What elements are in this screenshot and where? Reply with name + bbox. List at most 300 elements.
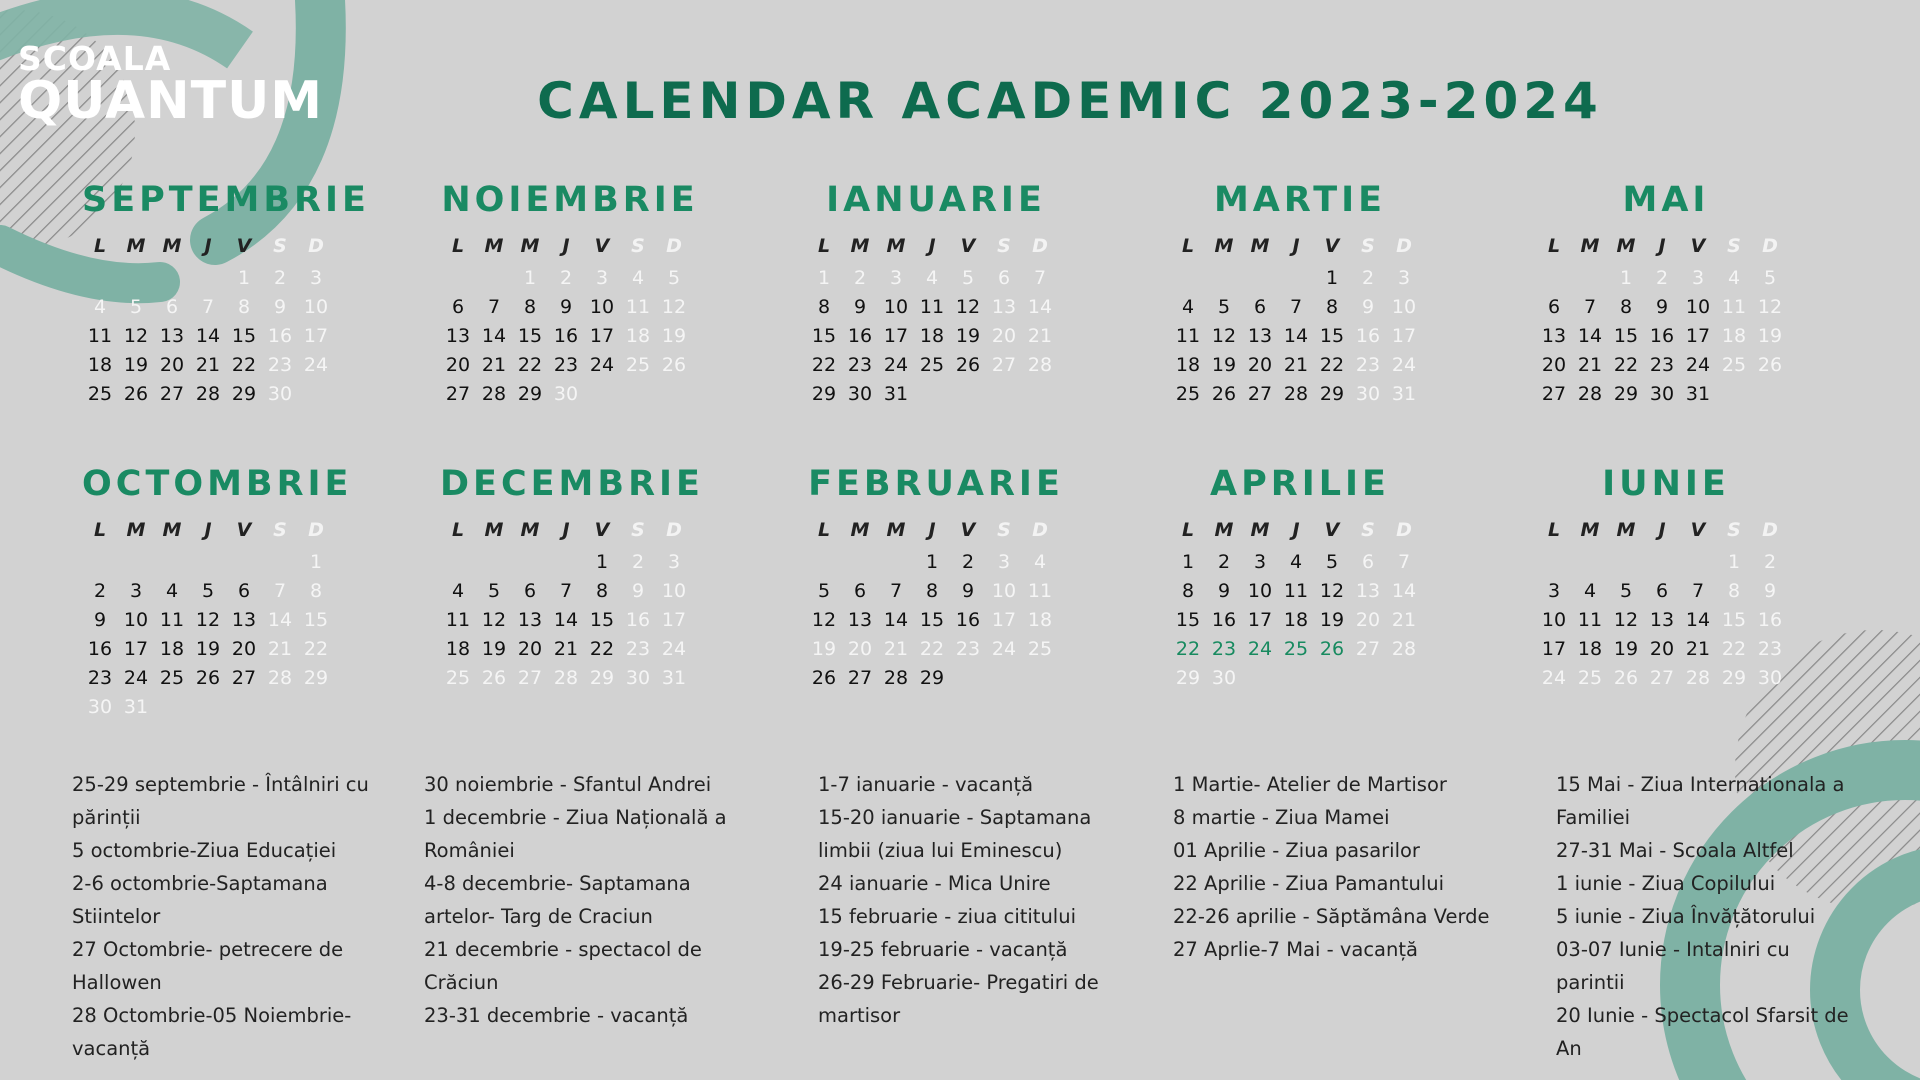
day-empty <box>154 264 190 293</box>
weekday-header: M <box>520 519 540 541</box>
day-cell: 14 <box>481 325 507 347</box>
day-empty <box>118 264 154 293</box>
day-cell: 3 <box>309 267 323 289</box>
month-name: DECEMBRIE <box>440 464 704 504</box>
weekday-header: L <box>817 519 831 541</box>
day-cell: 27 <box>991 354 1017 376</box>
day-cell: 31 <box>661 667 687 689</box>
day-cell: 14 <box>1577 325 1603 347</box>
weekday-header: V <box>1324 235 1340 257</box>
day-cell: 19 <box>481 638 507 660</box>
day-cell: 1 <box>595 551 609 573</box>
weekday-header: V <box>1690 235 1706 257</box>
day-cell: 21 <box>1577 354 1603 376</box>
weekday-header: M <box>126 519 146 541</box>
day-cell: 9 <box>559 296 573 318</box>
day-cell: 6 <box>997 267 1011 289</box>
day-cell: 2 <box>93 580 107 602</box>
day-cell: 13 <box>1247 325 1273 347</box>
day-cell: 9 <box>631 580 645 602</box>
day-cell: 21 <box>1685 638 1711 660</box>
event-item: 4-8 decembrie- Saptamana artelor- Targ de Craciun <box>424 872 691 928</box>
weekday-header: V <box>1324 519 1340 541</box>
day-cell: 5 <box>201 580 215 602</box>
month-name: SEPTEMBRIE <box>82 180 370 220</box>
day-empty <box>190 548 226 577</box>
day-empty <box>548 548 584 577</box>
day-cell: 16 <box>1649 325 1675 347</box>
weekday-header: L <box>451 235 465 257</box>
day-cell: 23 <box>267 354 293 376</box>
day-cell: 20 <box>159 354 185 376</box>
weekday-header: L <box>817 235 831 257</box>
day-cell: 1 <box>925 551 939 573</box>
weekday-header: L <box>451 519 465 541</box>
weekday-header: M <box>484 519 504 541</box>
weekday-header: M <box>162 235 182 257</box>
day-cell: 4 <box>925 267 939 289</box>
month-noiembrie <box>440 178 740 409</box>
day-cell: 29 <box>1319 383 1345 405</box>
day-cell: 18 <box>1027 609 1053 631</box>
day-cell: 1 <box>1181 551 1195 573</box>
day-cell: 6 <box>1655 580 1669 602</box>
day-cell: 15 <box>589 609 615 631</box>
day-cell: 27 <box>445 383 471 405</box>
day-empty <box>476 264 512 293</box>
day-cell: 17 <box>1541 638 1567 660</box>
day-cell: 1 <box>523 267 537 289</box>
day-cell: 2 <box>1217 551 1231 573</box>
day-cell: 5 <box>487 580 501 602</box>
weekday-header: J <box>928 235 936 257</box>
day-cell: 20 <box>445 354 471 376</box>
day-empty <box>842 548 878 577</box>
weekday-header: M <box>1250 519 1270 541</box>
day-cell: 16 <box>955 609 981 631</box>
day-cell: 21 <box>1283 354 1309 376</box>
month-aprilie <box>1170 462 1470 693</box>
day-cell: 13 <box>847 609 873 631</box>
day-cell: 20 <box>1541 354 1567 376</box>
event-item: 15 februarie - ziua cititului <box>818 905 1077 928</box>
weekday-header: M <box>886 519 906 541</box>
day-cell: 5 <box>129 296 143 318</box>
day-empty <box>1536 548 1572 577</box>
day-cell: 30 <box>625 667 651 689</box>
day-empty <box>878 548 914 577</box>
weekday-header: M <box>520 235 540 257</box>
weekday-header: L <box>1181 519 1195 541</box>
day-cell: 7 <box>1397 551 1411 573</box>
day-cell: 26 <box>661 354 687 376</box>
day-cell: 22 <box>1319 354 1345 376</box>
day-cell: 25 <box>1721 354 1747 376</box>
day-cell: 29 <box>1721 667 1747 689</box>
day-cell: 10 <box>303 296 329 318</box>
day-cell: 15 <box>919 609 945 631</box>
weekday-header: V <box>236 519 252 541</box>
month-februarie <box>806 462 1106 693</box>
day-cell: 27 <box>159 383 185 405</box>
day-cell: 16 <box>87 638 113 660</box>
day-cell: 2 <box>961 551 975 573</box>
day-cell: 17 <box>303 325 329 347</box>
day-cell: 25 <box>1577 667 1603 689</box>
day-cell: 31 <box>1685 383 1711 405</box>
day-cell: 15 <box>1721 609 1747 631</box>
day-cell: 2 <box>853 267 867 289</box>
weekday-header: V <box>1690 519 1706 541</box>
event-item: 15-20 ianuarie - Saptamana limbii (ziua lui Eminescu) <box>818 806 1092 862</box>
day-cell: 13 <box>231 609 257 631</box>
day-cell: 15 <box>517 325 543 347</box>
weekday-header: M <box>1616 519 1636 541</box>
day-cell: 31 <box>123 696 149 718</box>
day-cell: 29 <box>517 383 543 405</box>
day-cell: 11 <box>919 296 945 318</box>
day-cell: 28 <box>1391 638 1417 660</box>
day-cell: 15 <box>811 325 837 347</box>
event-item: 25-29 septembrie - Întâlniri cu părinții <box>72 773 369 829</box>
day-cell: 24 <box>123 667 149 689</box>
day-cell: 25 <box>1175 383 1201 405</box>
day-cell: 10 <box>1391 296 1417 318</box>
day-cell: 24 <box>661 638 687 660</box>
day-cell: 27 <box>1355 638 1381 660</box>
day-cell: 10 <box>123 609 149 631</box>
weekday-header: J <box>1292 519 1300 541</box>
day-cell: 8 <box>523 296 537 318</box>
day-cell: 11 <box>1721 296 1747 318</box>
day-cell: 13 <box>445 325 471 347</box>
day-cell: 7 <box>1289 296 1303 318</box>
day-cell: 14 <box>195 325 221 347</box>
day-cell: 11 <box>159 609 185 631</box>
day-cell: 11 <box>1027 580 1053 602</box>
events-column <box>424 768 744 1032</box>
day-cell: 13 <box>1649 609 1675 631</box>
weekday-header: M <box>850 235 870 257</box>
day-cell: 23 <box>625 638 651 660</box>
day-cell: 3 <box>667 551 681 573</box>
day-cell: 17 <box>589 325 615 347</box>
day-cell: 1 <box>1727 551 1741 573</box>
event-item: 1 Martie- Atelier de Martisor <box>1173 773 1447 796</box>
day-cell: 2 <box>1655 267 1669 289</box>
day-cell: 10 <box>991 580 1017 602</box>
month-decembrie <box>440 462 740 693</box>
day-cell: 15 <box>1319 325 1345 347</box>
day-cell: 29 <box>811 383 837 405</box>
day-cell: 16 <box>1757 609 1783 631</box>
day-cell: 26 <box>481 667 507 689</box>
day-cell: 25 <box>625 354 651 376</box>
day-cell: 20 <box>1355 609 1381 631</box>
day-cell: 19 <box>1757 325 1783 347</box>
day-grid <box>1170 222 1470 409</box>
day-cell: 3 <box>1547 580 1561 602</box>
event-item: 24 ianuarie - Mica Unire <box>818 872 1051 895</box>
day-cell: 1 <box>817 267 831 289</box>
day-cell: 10 <box>589 296 615 318</box>
day-cell: 15 <box>1613 325 1639 347</box>
weekday-header: L <box>1547 519 1561 541</box>
day-cell: 26 <box>195 667 221 689</box>
month-septembrie <box>82 178 382 409</box>
day-cell: 17 <box>1391 325 1417 347</box>
day-empty <box>806 548 842 577</box>
day-cell: 27 <box>847 667 873 689</box>
day-cell: 24 <box>1247 638 1273 660</box>
day-cell: 21 <box>195 354 221 376</box>
day-cell: 3 <box>1397 267 1411 289</box>
event-item: 20 Iunie - Spectacol Sfarsit de An <box>1556 1004 1849 1060</box>
weekday-header: M <box>1616 235 1636 257</box>
weekday-header: J <box>1658 519 1666 541</box>
day-cell: 15 <box>1175 609 1201 631</box>
day-cell: 11 <box>1577 609 1603 631</box>
month-name: APRILIE <box>1210 464 1390 504</box>
day-cell: 14 <box>1283 325 1309 347</box>
day-cell: 5 <box>1763 267 1777 289</box>
day-cell: 22 <box>811 354 837 376</box>
day-cell: 4 <box>1583 580 1597 602</box>
weekday-header: S <box>631 519 645 541</box>
event-item: 27 Aprlie-7 Mai - vacanță <box>1173 938 1418 961</box>
day-cell: 14 <box>553 609 579 631</box>
month-octombrie <box>82 462 382 722</box>
day-cell: 29 <box>919 667 945 689</box>
day-cell: 5 <box>817 580 831 602</box>
day-cell: 17 <box>883 325 909 347</box>
day-cell: 21 <box>1391 609 1417 631</box>
weekday-header: S <box>273 519 287 541</box>
day-cell: 19 <box>1613 638 1639 660</box>
day-cell: 20 <box>231 638 257 660</box>
events-column <box>1173 768 1493 966</box>
day-cell: 20 <box>1649 638 1675 660</box>
day-cell: 29 <box>231 383 257 405</box>
events-column <box>72 768 392 1065</box>
day-cell: 24 <box>991 638 1017 660</box>
day-cell: 8 <box>1181 580 1195 602</box>
weekday-header: S <box>997 235 1011 257</box>
day-cell: 22 <box>231 354 257 376</box>
day-cell: 24 <box>1685 354 1711 376</box>
day-cell: 15 <box>303 609 329 631</box>
weekday-header: V <box>960 519 976 541</box>
event-item: 1 iunie - Ziua Copilului <box>1556 872 1776 895</box>
month-iunie <box>1536 462 1836 693</box>
day-empty <box>190 264 226 293</box>
day-cell: 6 <box>1361 551 1375 573</box>
day-cell: 1 <box>1325 267 1339 289</box>
event-item: 1-7 ianuarie - vacanță <box>818 773 1034 796</box>
day-cell: 10 <box>1541 609 1567 631</box>
day-cell: 12 <box>1757 296 1783 318</box>
day-cell: 23 <box>1649 354 1675 376</box>
day-empty <box>512 548 548 577</box>
day-empty <box>1206 264 1242 293</box>
events-column <box>818 768 1138 1032</box>
day-cell: 8 <box>1619 296 1633 318</box>
day-cell: 12 <box>661 296 687 318</box>
day-cell: 1 <box>237 267 251 289</box>
day-cell: 3 <box>889 267 903 289</box>
weekday-header: D <box>308 519 324 541</box>
day-cell: 11 <box>87 325 113 347</box>
day-cell: 17 <box>661 609 687 631</box>
event-item: 27-31 Mai - Scoala Altfel <box>1556 839 1794 862</box>
weekday-header: M <box>1580 235 1600 257</box>
day-cell: 30 <box>1355 383 1381 405</box>
day-cell: 2 <box>559 267 573 289</box>
weekday-header: J <box>204 519 212 541</box>
event-item: 26-29 Februarie- Pregatiri de martisor <box>818 971 1099 1027</box>
day-cell: 6 <box>1547 296 1561 318</box>
day-cell: 19 <box>1319 609 1345 631</box>
day-cell: 27 <box>1247 383 1273 405</box>
day-cell: 17 <box>991 609 1017 631</box>
month-ianuarie <box>806 178 1106 409</box>
day-cell: 20 <box>517 638 543 660</box>
event-item: 23-31 decembrie - vacanță <box>424 1004 689 1027</box>
day-cell: 1 <box>1619 267 1633 289</box>
day-cell: 28 <box>481 383 507 405</box>
day-grid <box>82 506 382 722</box>
day-cell: 11 <box>445 609 471 631</box>
day-cell: 28 <box>1283 383 1309 405</box>
weekday-header: D <box>1032 519 1048 541</box>
day-cell: 26 <box>123 383 149 405</box>
day-cell: 24 <box>1541 667 1567 689</box>
event-item: 1 decembrie - Ziua Națională a României <box>424 806 727 862</box>
day-cell: 9 <box>1763 580 1777 602</box>
day-empty <box>1278 264 1314 293</box>
day-cell: 18 <box>1175 354 1201 376</box>
day-grid <box>1536 222 1836 409</box>
day-cell: 11 <box>1283 580 1309 602</box>
day-cell: 11 <box>625 296 651 318</box>
month-name: IANUARIE <box>826 180 1046 220</box>
day-cell: 4 <box>1289 551 1303 573</box>
day-cell: 8 <box>1325 296 1339 318</box>
day-cell: 21 <box>883 638 909 660</box>
day-cell: 14 <box>1685 609 1711 631</box>
weekday-header: D <box>308 235 324 257</box>
weekday-header: J <box>1292 235 1300 257</box>
day-cell: 12 <box>481 609 507 631</box>
day-cell: 22 <box>1175 638 1201 660</box>
weekday-header: J <box>562 235 570 257</box>
day-cell: 22 <box>517 354 543 376</box>
month-name: OCTOMBRIE <box>82 464 353 504</box>
day-cell: 27 <box>1649 667 1675 689</box>
day-cell: 28 <box>195 383 221 405</box>
day-cell: 5 <box>961 267 975 289</box>
weekday-header: J <box>204 235 212 257</box>
day-grid <box>1170 506 1470 693</box>
event-item: 5 octombrie-Ziua Educației <box>72 839 337 862</box>
day-cell: 2 <box>1361 267 1375 289</box>
day-cell: 31 <box>1391 383 1417 405</box>
day-cell: 8 <box>1727 580 1741 602</box>
day-cell: 7 <box>1033 267 1047 289</box>
event-item: 2-6 octombrie-Saptamana Stiintelor <box>72 872 328 928</box>
day-cell: 20 <box>1247 354 1273 376</box>
day-cell: 6 <box>853 580 867 602</box>
day-cell: 24 <box>303 354 329 376</box>
day-cell: 19 <box>195 638 221 660</box>
day-cell: 11 <box>1175 325 1201 347</box>
weekday-header: M <box>850 519 870 541</box>
day-cell: 4 <box>165 580 179 602</box>
day-cell: 7 <box>1691 580 1705 602</box>
day-cell: 14 <box>1391 580 1417 602</box>
day-cell: 16 <box>1211 609 1237 631</box>
day-empty <box>1536 264 1572 293</box>
day-cell: 22 <box>589 638 615 660</box>
day-cell: 17 <box>1247 609 1273 631</box>
event-item: 5 iunie - Ziua Învățătorului <box>1556 905 1816 928</box>
day-cell: 18 <box>1577 638 1603 660</box>
day-cell: 28 <box>1027 354 1053 376</box>
school-logo <box>18 39 324 131</box>
day-cell: 3 <box>129 580 143 602</box>
month-martie <box>1170 178 1470 409</box>
day-cell: 8 <box>925 580 939 602</box>
day-cell: 19 <box>811 638 837 660</box>
weekday-header: D <box>666 235 682 257</box>
day-empty <box>1572 548 1608 577</box>
day-cell: 30 <box>1649 383 1675 405</box>
day-grid <box>806 506 1106 693</box>
day-cell: 6 <box>1253 296 1267 318</box>
month-name: MAI <box>1622 180 1710 220</box>
day-cell: 2 <box>1763 551 1777 573</box>
weekday-header: V <box>960 235 976 257</box>
day-cell: 16 <box>553 325 579 347</box>
weekday-header: M <box>1214 519 1234 541</box>
day-cell: 29 <box>1613 383 1639 405</box>
day-cell: 19 <box>1211 354 1237 376</box>
weekday-header: M <box>484 235 504 257</box>
day-cell: 26 <box>1613 667 1639 689</box>
day-cell: 22 <box>919 638 945 660</box>
month-mai <box>1536 178 1836 409</box>
day-cell: 4 <box>93 296 107 318</box>
day-cell: 26 <box>1757 354 1783 376</box>
event-item: 21 decembrie - spectacol de Crăciun <box>424 938 702 994</box>
day-cell: 8 <box>595 580 609 602</box>
day-cell: 30 <box>87 696 113 718</box>
day-cell: 9 <box>273 296 287 318</box>
weekday-header: M <box>1580 519 1600 541</box>
weekday-header: L <box>93 519 107 541</box>
day-cell: 23 <box>87 667 113 689</box>
day-cell: 27 <box>517 667 543 689</box>
day-cell: 23 <box>1211 638 1237 660</box>
day-empty <box>1680 548 1716 577</box>
day-cell: 18 <box>159 638 185 660</box>
day-cell: 24 <box>1391 354 1417 376</box>
day-cell: 5 <box>667 267 681 289</box>
day-cell: 13 <box>159 325 185 347</box>
day-cell: 8 <box>817 296 831 318</box>
day-cell: 9 <box>1217 580 1231 602</box>
day-cell: 13 <box>1355 580 1381 602</box>
